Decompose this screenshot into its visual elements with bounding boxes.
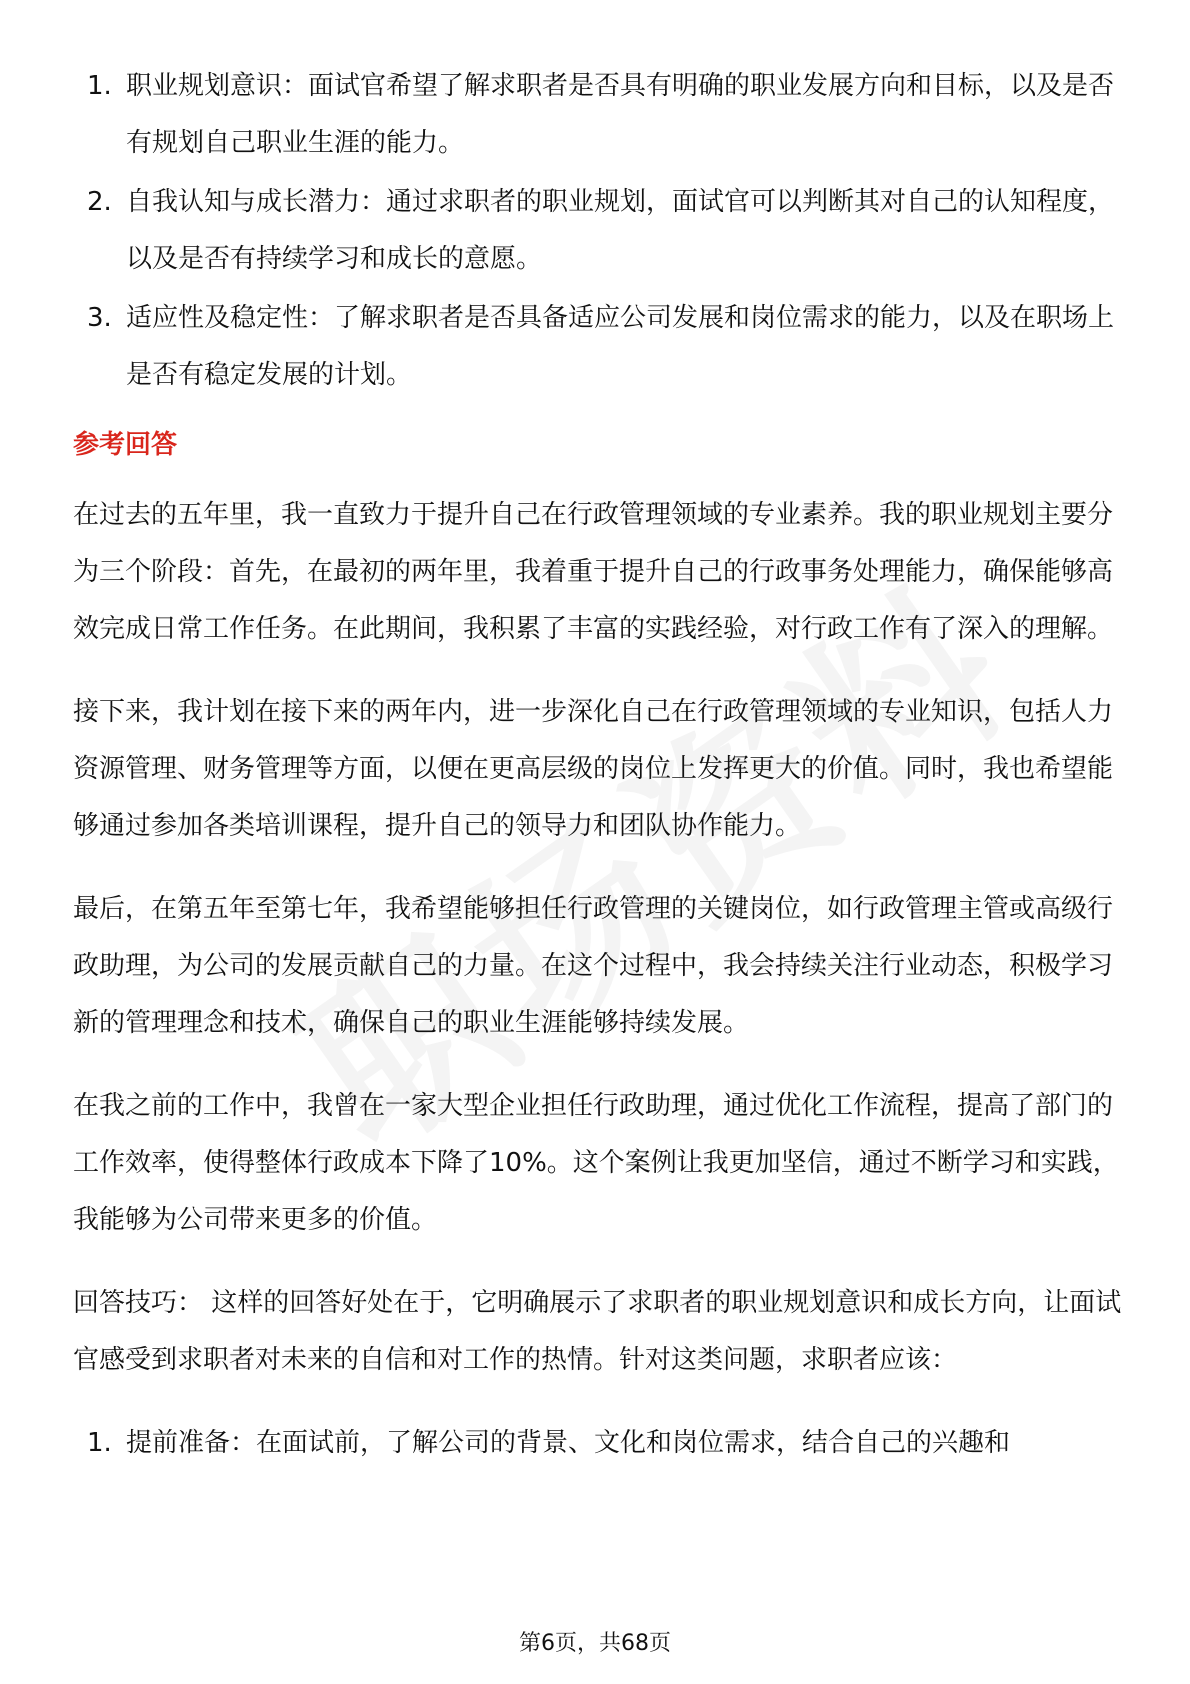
list-item-text: 自我认知与成长潜力：通过求职者的职业规划，面试官可以判断其对自己的认知程度，以及是否有持续学习和成长的意愿。 — [126, 187, 1115, 274]
list-item-text: 职业规划意识：面试官希望了解求职者是否具有明确的职业发展方向和目标，以及是否有规划自己职业生涯的能力。 — [126, 71, 1115, 158]
list-item — [73, 174, 1123, 288]
list-item — [73, 1415, 1123, 1472]
page-content — [73, 58, 1123, 1474]
list-item-number: 3. — [87, 303, 112, 333]
list-item-number: 2. — [87, 187, 112, 217]
reference-answer-heading: 参考回答 — [73, 430, 178, 460]
answer-paragraph: 在过去的五年里，我一直致力于提升自己在行政管理领域的专业素养。我的职业规划主要分为三个阶段：首先，在最初的两年里，我着重于提升自己的行政事务处理能力，确保能够高效完成日常工作任务。在此期间，我积累了丰富的实践经验，对行政工作有了深入的理解。 — [73, 500, 1114, 644]
list-item-number: 1. — [87, 71, 112, 101]
list-item-number: 1. — [87, 1428, 112, 1458]
page-footer: 第6页，共68页 — [519, 1631, 671, 1656]
list-item — [73, 290, 1123, 404]
answer-paragraph: 最后，在第五年至第七年，我希望能够担任行政管理的关键岗位，如行政管理主管或高级行政助理，为公司的发展贡献自己的力量。在这个过程中，我会持续关注行业动态，积极学习新的管理理念和技术，确保自己的职业生涯能够持续发展。 — [73, 894, 1114, 1038]
intent-list — [73, 58, 1123, 404]
answer-paragraph: 在我之前的工作中，我曾在一家大型企业担任行政助理，通过优化工作流程，提高了部门的工作效率，使得整体行政成本下降了10%。这个案例让我更加坚信，通过不断学习和实践，我能够为公司带来更多的价值。 — [73, 1091, 1119, 1235]
answer-tips-paragraph: 回答技巧： 这样的回答好处在于，它明确展示了求职者的职业规划意识和成长方向，让面试官感受到求职者对未来的自信和对工作的热情。针对这类问题，求职者应该： — [73, 1288, 1122, 1375]
list-item-text: 适应性及稳定性：了解求职者是否具备适应公司发展和岗位需求的能力，以及在职场上是否有稳定发展的计划。 — [126, 303, 1115, 390]
answer-paragraph: 接下来，我计划在接下来的两年内，进一步深化自己在行政管理领域的专业知识，包括人力资源管理、财务管理等方面，以便在更高层级的岗位上发挥更大的价值。同时，我也希望能够通过参加各类培训课程，提升自己的领导力和团队协作能力。 — [73, 697, 1114, 841]
list-item — [73, 58, 1123, 172]
list-item-text: 提前准备：在面试前，了解公司的背景、文化和岗位需求，结合自己的兴趣和 — [126, 1428, 1011, 1458]
tips-list — [73, 1415, 1123, 1472]
